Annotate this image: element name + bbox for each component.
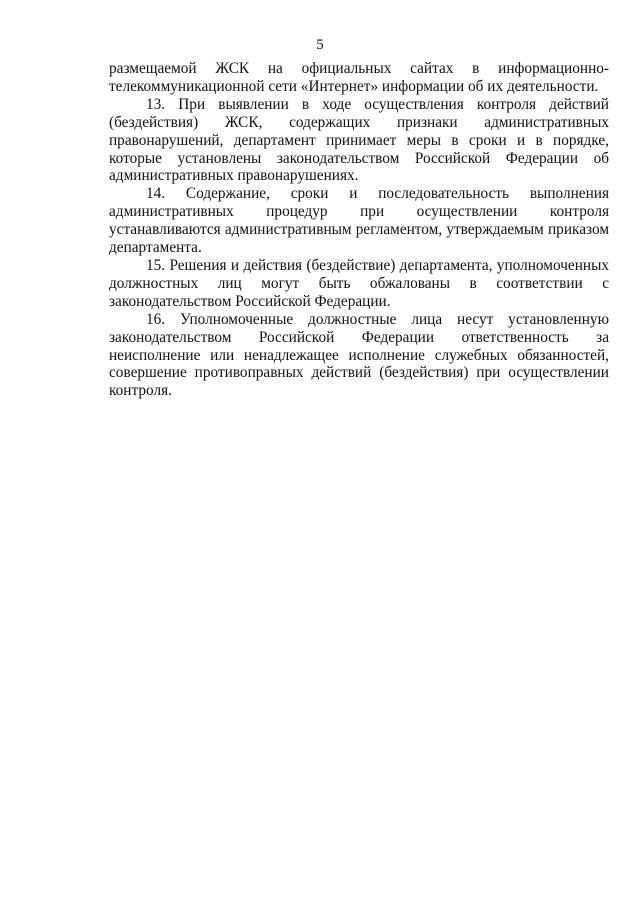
paragraph-13: 13. При выявлении в ходе осуществления контроля действий (бездействия) ЖСК, содержащих признаки административных правонарушений, департамент принимает меры в сроки и в порядке, которые установлены законодательством Российской Федерации об административных правонарушениях. — [109, 95, 609, 185]
paragraph-15: 15. Решения и действия (бездействие) департамента, уполномоченных должностных лиц могут быть обжалованы в соответствии с законодательством Российской Федерации. — [109, 256, 609, 310]
page-number: 5 — [316, 37, 324, 53]
paragraph-14: 14. Содержание, сроки и последовательность выполнения административных процедур при осуществлении контроля устанавливаются административным регламентом, утверждаемым приказом департамента. — [109, 185, 609, 257]
document-body — [109, 60, 609, 400]
paragraph-16: 16. Уполномоченные должностные лица несут установленную законодательством Российской Федерации ответственность за неисполнение или ненадлежащее исполнение служебных обязанностей, совершение противоправных действий (бездействия) при осуществлении контроля. — [109, 310, 609, 400]
paragraph-continuation: размещаемой ЖСК на официальных сайтах в информационно-телекоммуникационной сети «Интернет» информации об их деятельности. — [109, 60, 609, 95]
